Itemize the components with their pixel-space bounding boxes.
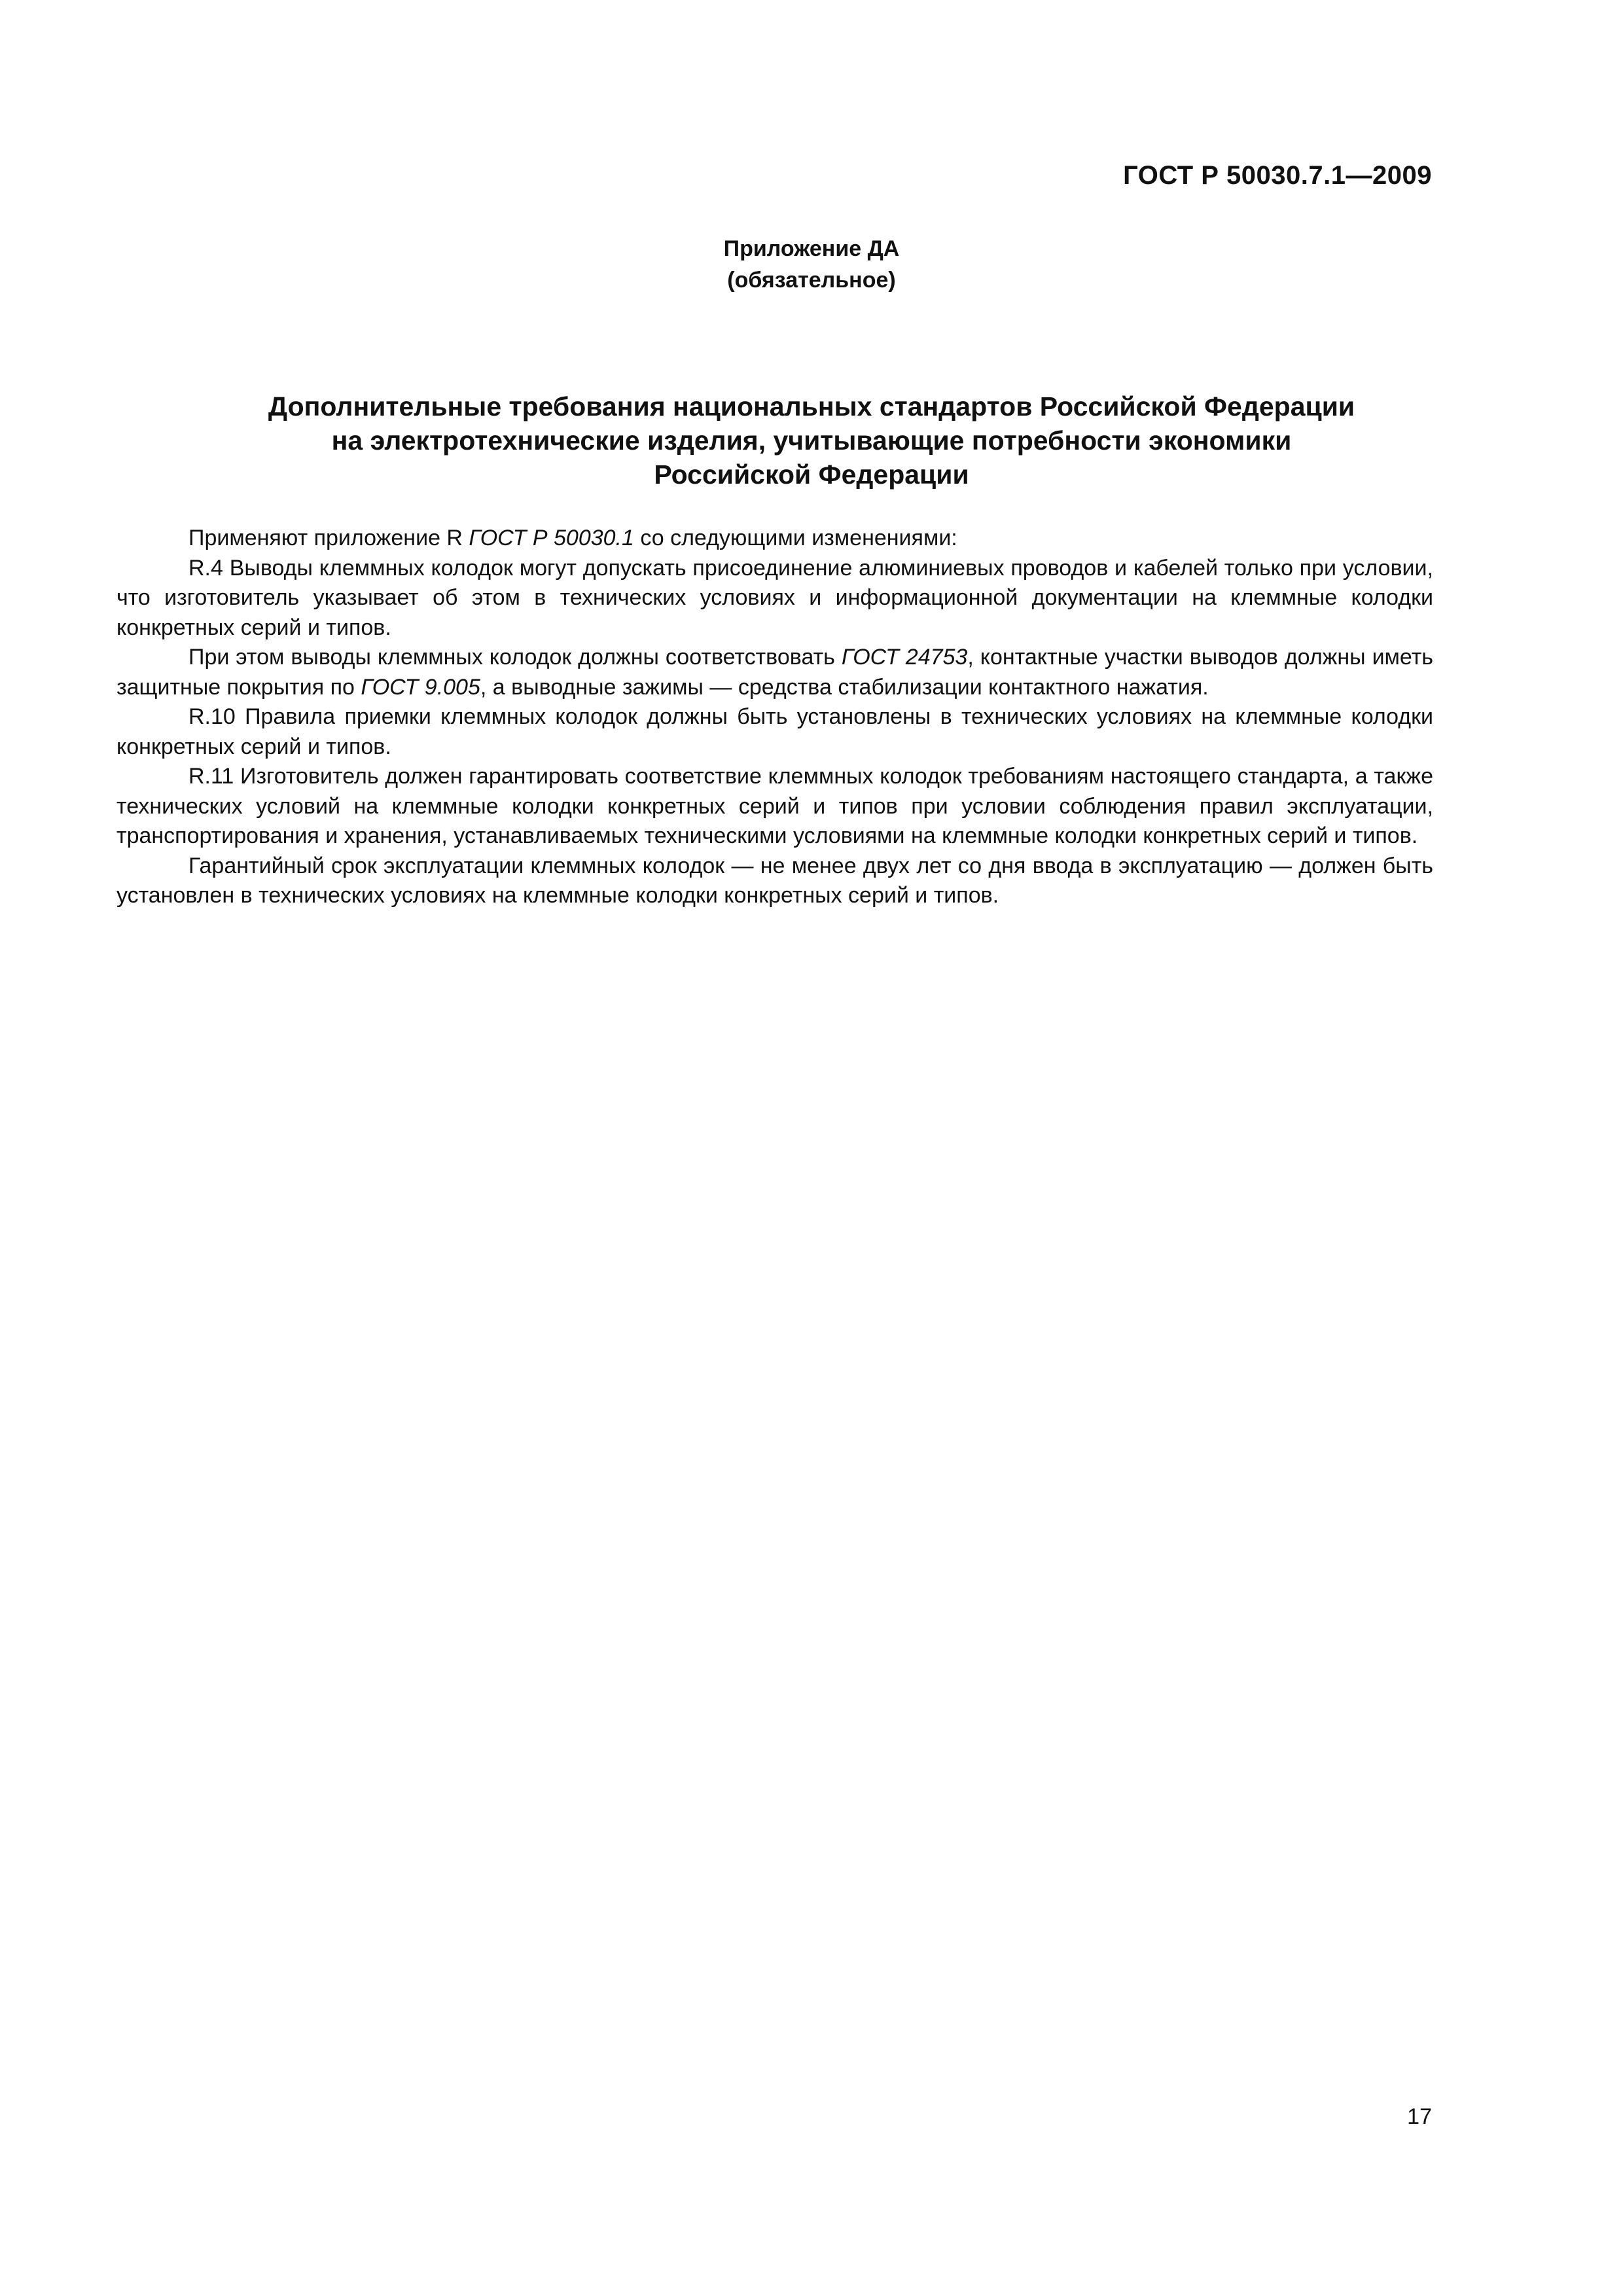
paragraph-r11: R.11 Изготовитель должен гарантировать соответствие клеммных колодок требованиям настоящего стандарта, а также технических условий на клеммные колодки конкретных серий и типов при условии соблюдения правил эксплуатации, транспортирования и хранения, устанавливаемых техническими условиями на клеммные колодки конкретных серий и типов. <box>116 764 1433 848</box>
document-code: ГОСТ Р 50030.7.1—2009 <box>1123 161 1432 190</box>
annex-title-line-1: Дополнительные требования национальных стандартов Российской Федерации <box>268 391 1355 422</box>
text-run: , а выводные зажимы — средства стабилизации контактного нажатия. <box>480 674 1209 700</box>
page-number: 17 <box>1407 2104 1432 2129</box>
text-run: со следующими изменениями: <box>633 526 957 550</box>
body-text <box>116 524 1433 911</box>
standard-reference: ГОСТ 9.005 <box>361 674 480 700</box>
paragraph-intro <box>116 524 1433 554</box>
annex-title-line-2: на электротехнические изделия, учитывающие потребности экономики <box>331 425 1292 456</box>
paragraph-terminals <box>116 643 1433 702</box>
text-run: , контактные участки выводов должны иметь защитные покрытия по <box>116 645 1433 700</box>
standard-reference: ГОСТ 24753 <box>841 645 968 670</box>
paragraph-r10: R.10 Правила приемки клеммных колодок должны быть установлены в технических условиях на клеммные колодки конкретных серий и типов. <box>116 704 1433 759</box>
standard-reference: ГОСТ Р 50030.1 <box>469 526 634 550</box>
annex-title-line-3: Российской Федерации <box>654 459 969 490</box>
paragraph-r4: R.4 Выводы клеммных колодок могут допускать присоединение алюминиевых проводов и кабелей только при условии, что изготовитель указывает об этом в технических условиях и информационной документации на клеммные колодки конкретных серий и типов. <box>116 555 1433 640</box>
annex-heading <box>0 233 1623 296</box>
paragraph-warranty: Гарантийный срок эксплуатации клеммных колодок — не менее двух лет со дня ввода в эксплуатацию — должен быть установлен в технических условиях на клеммные колодки конкретных серий и типов. <box>116 853 1433 908</box>
annex-title <box>0 389 1623 492</box>
text-run: При этом выводы клеммных колодок должны соответствовать <box>188 645 842 670</box>
annex-label: Приложение ДА <box>723 236 900 261</box>
annex-status: (обязательное) <box>727 268 896 293</box>
text-run: Применяют приложение R <box>188 526 469 550</box>
